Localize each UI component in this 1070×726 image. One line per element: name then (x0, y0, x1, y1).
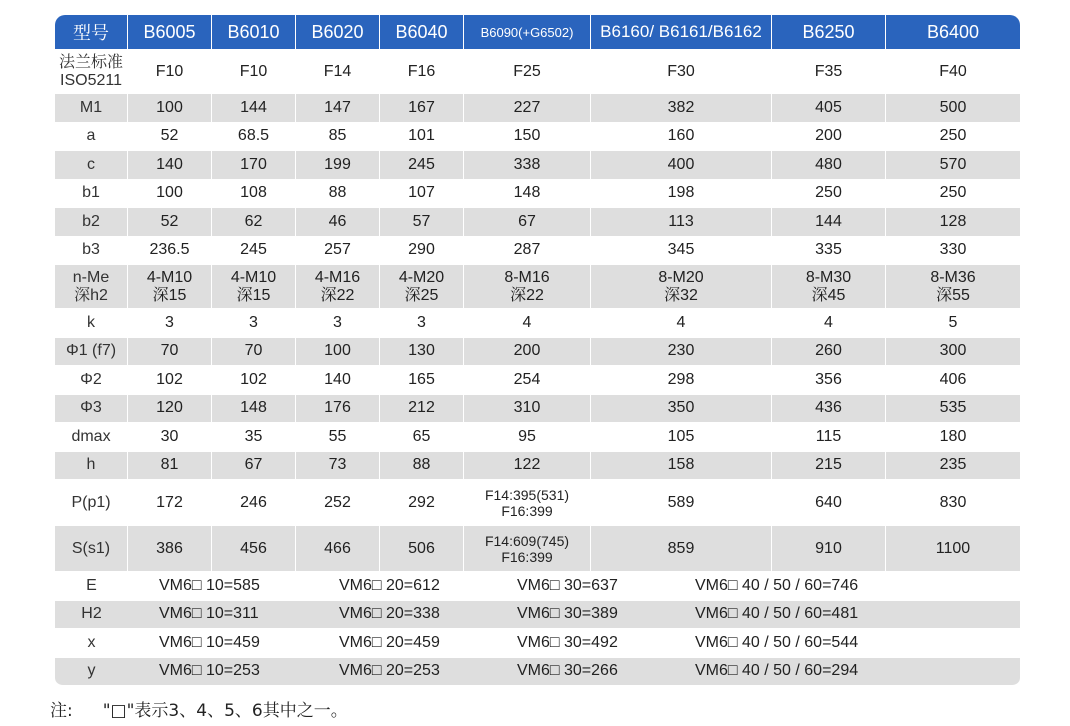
table-cell: 122 (464, 452, 591, 480)
table-cell: 165 (380, 366, 464, 394)
formula-row (55, 572, 1020, 601)
table-cell: 113 (591, 208, 772, 236)
table-row (55, 265, 1020, 309)
table-cell: 172 (128, 480, 212, 525)
table-cell: F30 (591, 50, 772, 93)
table-cell: 88 (380, 452, 464, 480)
table-cell: 230 (591, 338, 772, 366)
formula-row (55, 601, 1020, 630)
formula-value: VM6□ 20=612 (339, 576, 440, 594)
table-cell: 506 (380, 526, 464, 571)
table-cell: F14:395(531) F16:399 (464, 480, 591, 525)
table-cell: F16 (380, 50, 464, 93)
table-row (55, 50, 1020, 94)
row-label: b3 (55, 237, 128, 265)
formula-value: VM6□ 20=253 (339, 662, 440, 680)
table-cell: 4-M20 深25 (380, 265, 464, 308)
formula-value: VM6□ 40 / 50 / 60=746 (695, 576, 859, 594)
table-cell: 3 (128, 309, 212, 337)
table-cell: 335 (772, 237, 886, 265)
row-label: k (55, 309, 128, 337)
table-cell: 88 (296, 180, 380, 208)
table-cell: 108 (212, 180, 296, 208)
table-cell: F35 (772, 50, 886, 93)
table-cell: 3 (296, 309, 380, 337)
formula-value: VM6□ 20=459 (339, 633, 440, 651)
table-cell: 128 (939, 212, 967, 230)
table-cell: 68.5 (212, 123, 296, 151)
formula-rows (55, 572, 1020, 686)
table-cell: 147 (296, 94, 380, 122)
footnote-text: "□"表示3、4、5、6其中之一。 (102, 701, 348, 721)
table-cell: 100 (296, 338, 380, 366)
table-cell: 640 (772, 480, 886, 525)
table-cell: 400 (591, 151, 772, 179)
table-cell: 65 (380, 423, 464, 451)
table-cell: 859 (591, 526, 772, 571)
footnote-prefix: 注: (50, 701, 73, 721)
table-cell: 405 (772, 94, 886, 122)
formula-row (55, 658, 1020, 687)
table-cell: 4-M10 深15 (128, 265, 212, 308)
table-cell: 150 (464, 123, 591, 151)
table-cell: 115 (772, 423, 886, 451)
table-cell: 140 (296, 366, 380, 394)
table-cell: 254 (464, 366, 591, 394)
header-model-5: B6090(+G6502) (464, 15, 591, 49)
formula-value: VM6□ 40 / 50 / 60=481 (695, 605, 859, 623)
formula-row (55, 629, 1020, 658)
table-cell: 4 (464, 309, 591, 337)
table-cell: 102 (128, 366, 212, 394)
table-cell: 4 (772, 309, 886, 337)
table-cell: 4-M16 深22 (296, 265, 380, 308)
row-label: 法兰标准 ISO5211 (55, 50, 128, 93)
table-cell: 250 (772, 180, 886, 208)
row-label: b2 (55, 208, 128, 236)
table-cell: 260 (772, 338, 886, 366)
table-cell: 245 (212, 237, 296, 265)
table-cell: 180 (939, 427, 967, 445)
table-cell: 70 (128, 338, 212, 366)
spec-table (55, 15, 1020, 686)
row-label: c (55, 151, 128, 179)
table-cell: 120 (128, 395, 212, 423)
formula-value: VM6□ 30=637 (517, 576, 618, 594)
table-cell: 3 (380, 309, 464, 337)
table-body (55, 50, 1020, 572)
table-cell: 200 (772, 123, 886, 151)
row-label: h (55, 452, 128, 480)
table-row (55, 338, 1020, 367)
table-cell: 500 (939, 98, 967, 116)
row-label: E (86, 576, 97, 594)
table-cell: 130 (380, 338, 464, 366)
table-cell: 589 (591, 480, 772, 525)
table-cell: 406 (939, 370, 967, 388)
table-cell: 212 (380, 395, 464, 423)
header-model-6: B6160/ B6161/B6162 (591, 15, 772, 49)
formula-value: VM6□ 30=492 (517, 633, 618, 651)
header-model-1: B6005 (128, 15, 212, 49)
table-cell: 62 (212, 208, 296, 236)
header-model-7: B6250 (772, 15, 886, 49)
table-cell: F10 (128, 50, 212, 93)
row-label: Φ3 (55, 395, 128, 423)
table-cell: 148 (212, 395, 296, 423)
table-cell: 356 (772, 366, 886, 394)
table-cell: 3 (212, 309, 296, 337)
table-cell: 290 (380, 237, 464, 265)
table-cell: 67 (212, 452, 296, 480)
table-row (55, 526, 1020, 572)
table-cell: 8-M30 深45 (772, 265, 886, 308)
row-label: n-Me 深h2 (55, 265, 128, 308)
table-cell: F14:609(745) F16:399 (464, 526, 591, 571)
row-label: a (55, 123, 128, 151)
table-cell: 300 (939, 342, 967, 360)
header-model-2: B6010 (212, 15, 296, 49)
table-cell: 158 (591, 452, 772, 480)
table-cell: 199 (296, 151, 380, 179)
table-cell: 52 (128, 208, 212, 236)
table-row (55, 480, 1020, 526)
row-label: M1 (55, 94, 128, 122)
formula-value: VM6□ 40 / 50 / 60=544 (695, 633, 859, 651)
table-cell: 167 (380, 94, 464, 122)
table-cell: F10 (212, 50, 296, 93)
table-cell: 144 (772, 208, 886, 236)
table-cell: 386 (128, 526, 212, 571)
header-model-4: B6040 (380, 15, 464, 49)
row-label: dmax (55, 423, 128, 451)
table-cell: 52 (128, 123, 212, 151)
formula-value: VM6□ 20=338 (339, 605, 440, 623)
table-row (55, 94, 1020, 123)
table-cell: 330 (939, 241, 967, 259)
table-cell: 910 (772, 526, 886, 571)
table-cell: 5 (948, 313, 958, 331)
table-cell: F25 (464, 50, 591, 93)
table-row (55, 237, 1020, 266)
table-cell: 345 (591, 237, 772, 265)
table-cell: 100 (128, 94, 212, 122)
table-cell: 830 (939, 493, 967, 511)
row-label: P(p1) (55, 480, 128, 525)
table-cell: 200 (464, 338, 591, 366)
table-row (55, 395, 1020, 424)
footnote (50, 696, 348, 721)
table-cell: 144 (212, 94, 296, 122)
table-cell: 456 (212, 526, 296, 571)
row-label: S(s1) (55, 526, 128, 571)
formula-value: VM6□ 10=253 (159, 662, 260, 680)
table-cell: 246 (212, 480, 296, 525)
table-row (55, 423, 1020, 452)
table-row (55, 180, 1020, 209)
table-cell: 466 (296, 526, 380, 571)
table-cell: 227 (464, 94, 591, 122)
table-cell: 257 (296, 237, 380, 265)
row-label: y (87, 662, 96, 680)
table-row (55, 151, 1020, 180)
table-cell: 95 (464, 423, 591, 451)
table-cell: 170 (212, 151, 296, 179)
table-cell: 102 (212, 366, 296, 394)
table-cell: 101 (380, 123, 464, 151)
table-row (55, 123, 1020, 152)
table-cell: 198 (591, 180, 772, 208)
table-cell: 8-M16 深22 (464, 265, 591, 308)
header-model-label: 型号 (55, 15, 128, 49)
table-cell: 338 (464, 151, 591, 179)
table-cell: 287 (464, 237, 591, 265)
table-cell: 176 (296, 395, 380, 423)
table-header (55, 15, 1020, 50)
table-cell: F14 (296, 50, 380, 93)
table-cell: 252 (296, 480, 380, 525)
table-cell: 570 (939, 155, 967, 173)
table-cell: 245 (380, 151, 464, 179)
table-cell: 292 (380, 480, 464, 525)
header-model-8: B6400 (926, 21, 980, 42)
table-cell: 1100 (935, 539, 971, 557)
row-label: Φ1 (f7) (55, 338, 128, 366)
table-cell: 85 (296, 123, 380, 151)
formula-value: VM6□ 10=311 (159, 605, 259, 623)
table-cell: 236.5 (128, 237, 212, 265)
table-cell: 70 (212, 338, 296, 366)
table-cell: 140 (128, 151, 212, 179)
table-cell: 30 (128, 423, 212, 451)
table-cell: 81 (128, 452, 212, 480)
row-label: x (87, 633, 96, 651)
table-cell: 105 (591, 423, 772, 451)
table-cell: 73 (296, 452, 380, 480)
table-cell: 55 (296, 423, 380, 451)
formula-value: VM6□ 30=266 (517, 662, 618, 680)
table-cell: 215 (772, 452, 886, 480)
row-label: H2 (81, 605, 102, 623)
table-cell: 46 (296, 208, 380, 236)
table-cell: 107 (380, 180, 464, 208)
table-cell: 310 (464, 395, 591, 423)
formula-value: VM6□ 30=389 (517, 605, 618, 623)
table-row (55, 366, 1020, 395)
table-cell: 235 (939, 456, 967, 474)
formula-value: VM6□ 10=585 (159, 576, 260, 594)
table-cell: 298 (591, 366, 772, 394)
table-cell: 4-M10 深15 (212, 265, 296, 308)
table-cell: F40 (939, 62, 967, 80)
table-cell: 250 (939, 184, 967, 202)
table-cell: 535 (939, 399, 967, 417)
formula-value: VM6□ 40 / 50 / 60=294 (695, 662, 859, 680)
header-model-3: B6020 (296, 15, 380, 49)
row-label: Φ2 (55, 366, 128, 394)
table-cell: 35 (212, 423, 296, 451)
table-cell: 57 (380, 208, 464, 236)
row-label: b1 (55, 180, 128, 208)
table-row (55, 208, 1020, 237)
table-cell: 8-M20 深32 (591, 265, 772, 308)
table-cell: 480 (772, 151, 886, 179)
table-cell: 4 (591, 309, 772, 337)
table-cell: 250 (939, 127, 967, 145)
table-cell: 100 (128, 180, 212, 208)
table-cell: 382 (591, 94, 772, 122)
table-cell: 350 (591, 395, 772, 423)
table-cell: 148 (464, 180, 591, 208)
table-cell: 160 (591, 123, 772, 151)
table-row (55, 452, 1020, 481)
table-row (55, 309, 1020, 338)
table-cell: 8-M36 深55 (930, 268, 976, 304)
table-cell: 67 (464, 208, 591, 236)
formula-value: VM6□ 10=459 (159, 633, 260, 651)
table-cell: 436 (772, 395, 886, 423)
